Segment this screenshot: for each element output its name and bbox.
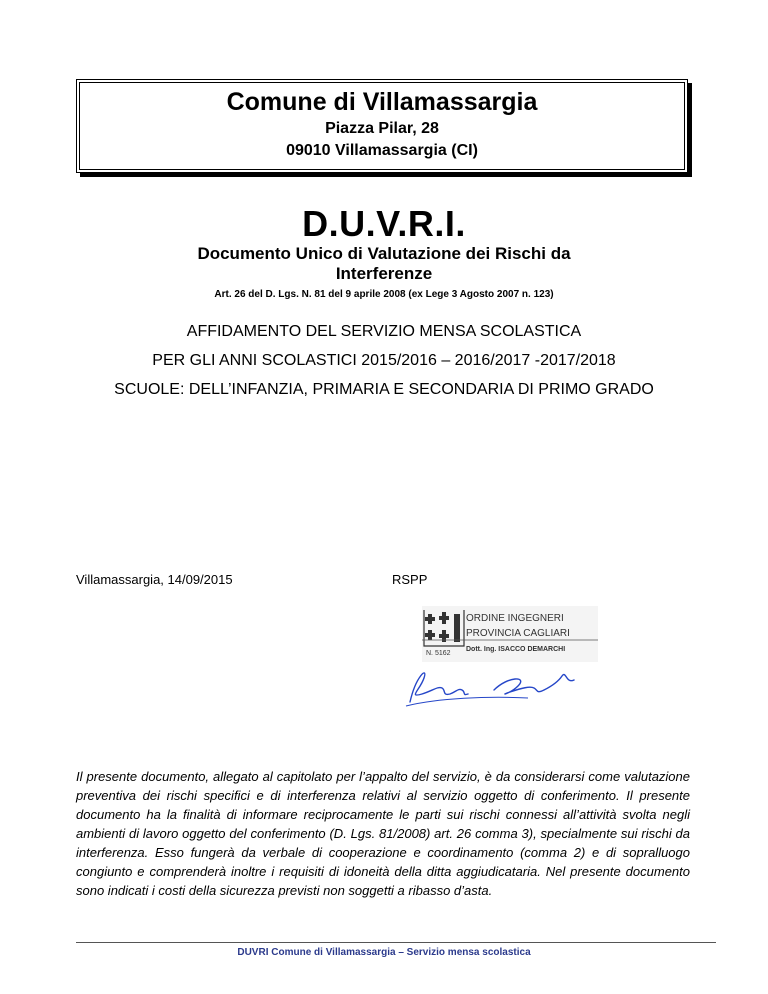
stamp-line-2: PROVINCIA CAGLIARI (466, 628, 570, 639)
contract-line-2: PER GLI ANNI SCOLASTICI 2015/2016 – 2016/2017 -2017/2018 (152, 352, 616, 369)
stamp-number: N. 5162 (426, 650, 451, 657)
address-line-1: Piazza Pilar, 28 (325, 120, 439, 137)
document-subtitle-line-1: Documento Unico di Valutazione dei Rischi da (197, 244, 571, 263)
document-description-paragraph: Il presente documento, allegato al capitolato per l’appalto del servizio, è da considerarsi come valutazione preventiva dei rischi specifici e di interferenza relativi al servizio oggetto di conferimento. Il presente documento ha la finalità di informare reciprocamente le parti sui rischi connessi all’attività svolta negli ambienti di lavoro oggetto del conferimento (D. Lgs. 81/2008) art. 26 comma 3), specialmente sui rischi da interferenza. Esso fungerà da verbale di cooperazione e coordinamento (comma 2) e di sopralluogo congiunto e comprenderà inoltre i requisiti di idoneità della ditta aggiudicataria. Nel presente documento sono indicati i costi della sicurezza previsti non soggetti a ribasso d’asta. (76, 769, 690, 898)
document-title: D.U.V.R.I. (302, 203, 466, 244)
page-footer: DUVRI Comune di Villamassargia – Servizio mensa scolastica (237, 947, 531, 958)
signature-underline (406, 697, 528, 706)
contract-line-1: AFFIDAMENTO DEL SERVIZIO MENSA SCOLASTICA (186, 323, 582, 340)
municipality-title: Comune di Villamassargia (226, 88, 538, 116)
stamp-engineer-name: Dott. Ing. ISACCO DEMARCHI (466, 646, 566, 653)
place-date: Villamassargia, 14/09/2015 (76, 572, 233, 587)
professional-stamp-and-signature (398, 606, 598, 708)
document-subtitle-line-2: Interferenze (335, 264, 433, 283)
footer-divider (76, 942, 716, 943)
legal-reference: Art. 26 del D. Lgs. N. 81 del 9 aprile 2008 (ex Lege 3 Agosto 2007 n. 123) (214, 289, 554, 300)
header-inner-border (79, 82, 685, 170)
stamp-line-1: ORDINE INGEGNERI (466, 613, 564, 624)
contract-line-3: SCUOLE: DELL’INFANZIA, PRIMARIA E SECONDARIA DI PRIMO GRADO (114, 381, 654, 398)
rspp-label: RSPP (392, 572, 428, 587)
address-line-2: 09010 Villamassargia (CI) (286, 142, 478, 159)
header-box (76, 79, 688, 173)
